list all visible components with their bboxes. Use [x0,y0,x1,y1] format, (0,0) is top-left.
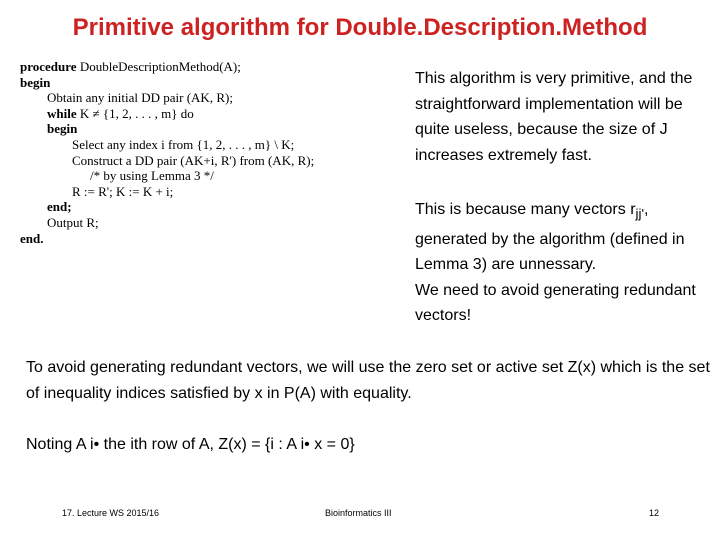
side-note-primitive: This algorithm is very primitive, and the straightforward implementation will be quite useless, because the size of J increases extremely fast. [415,70,693,164]
algo-line-end [20,231,400,247]
keyword: begin [20,74,51,90]
algo-text: K ≠ {1, 2, . . . , m} do [76,105,194,121]
zero-set-paragraph: To avoid generating redundant vectors, we will use the zero set or active set Z(x) which is the set of inequality indices satisfied by x in P(A) with equality. [26,359,710,402]
keyword: end. [20,230,44,246]
page-number: 12 [649,508,660,518]
algo-text: Select any index i from {1, 2, . . . , m} \ K; [72,136,295,152]
algo-text: Obtain any initial DD pair (AK, R); [47,90,233,106]
algo-line-begin [20,75,400,91]
algo-text: R := R'; K := K + i; [72,183,174,199]
footer-course: Bioinformatics III [325,508,392,518]
subscript: jj' [635,206,644,222]
keyword: while [47,105,77,121]
zero-set-definition: Noting A i• the ith row of A, Z(x) = {i : A i• x = 0} [26,436,355,453]
keyword: procedure [20,59,77,74]
algo-text: Output R; [47,214,99,230]
algo-line-procedure [20,59,400,75]
algo-line-output [20,215,400,231]
algo-text: /* by using Lemma 3 */ [90,168,214,184]
side-text: , generated by the algorithm (defined in Lemma 3) are unnessary. [415,201,685,274]
algorithm-pseudocode [20,59,400,246]
algo-line-assign [20,184,400,200]
side-text-emphasis: We need to avoid generating redundant vectors! [415,281,696,325]
algo-line-begin-inner [20,121,400,137]
algo-line-select [20,137,400,153]
side-text: This is because many vectors r [415,201,636,218]
footer-lecture: 17. Lecture WS 2015/16 [62,508,160,518]
keyword: end; [47,199,72,215]
keyword: begin [47,121,78,137]
algo-text: DoubleDescriptionMethod(A); [76,59,241,74]
algo-line-comment [20,168,400,184]
algo-line-while [20,106,400,122]
algo-line-construct [20,153,400,169]
slide-title: Primitive algorithm for Double.Description.Method [72,14,648,41]
algo-text: Construct a DD pair (AK+i, R') from (AK, R); [72,152,315,168]
algo-line-end-inner [20,199,400,215]
side-note-redundant [415,197,715,329]
algo-line-obtain [20,90,400,106]
